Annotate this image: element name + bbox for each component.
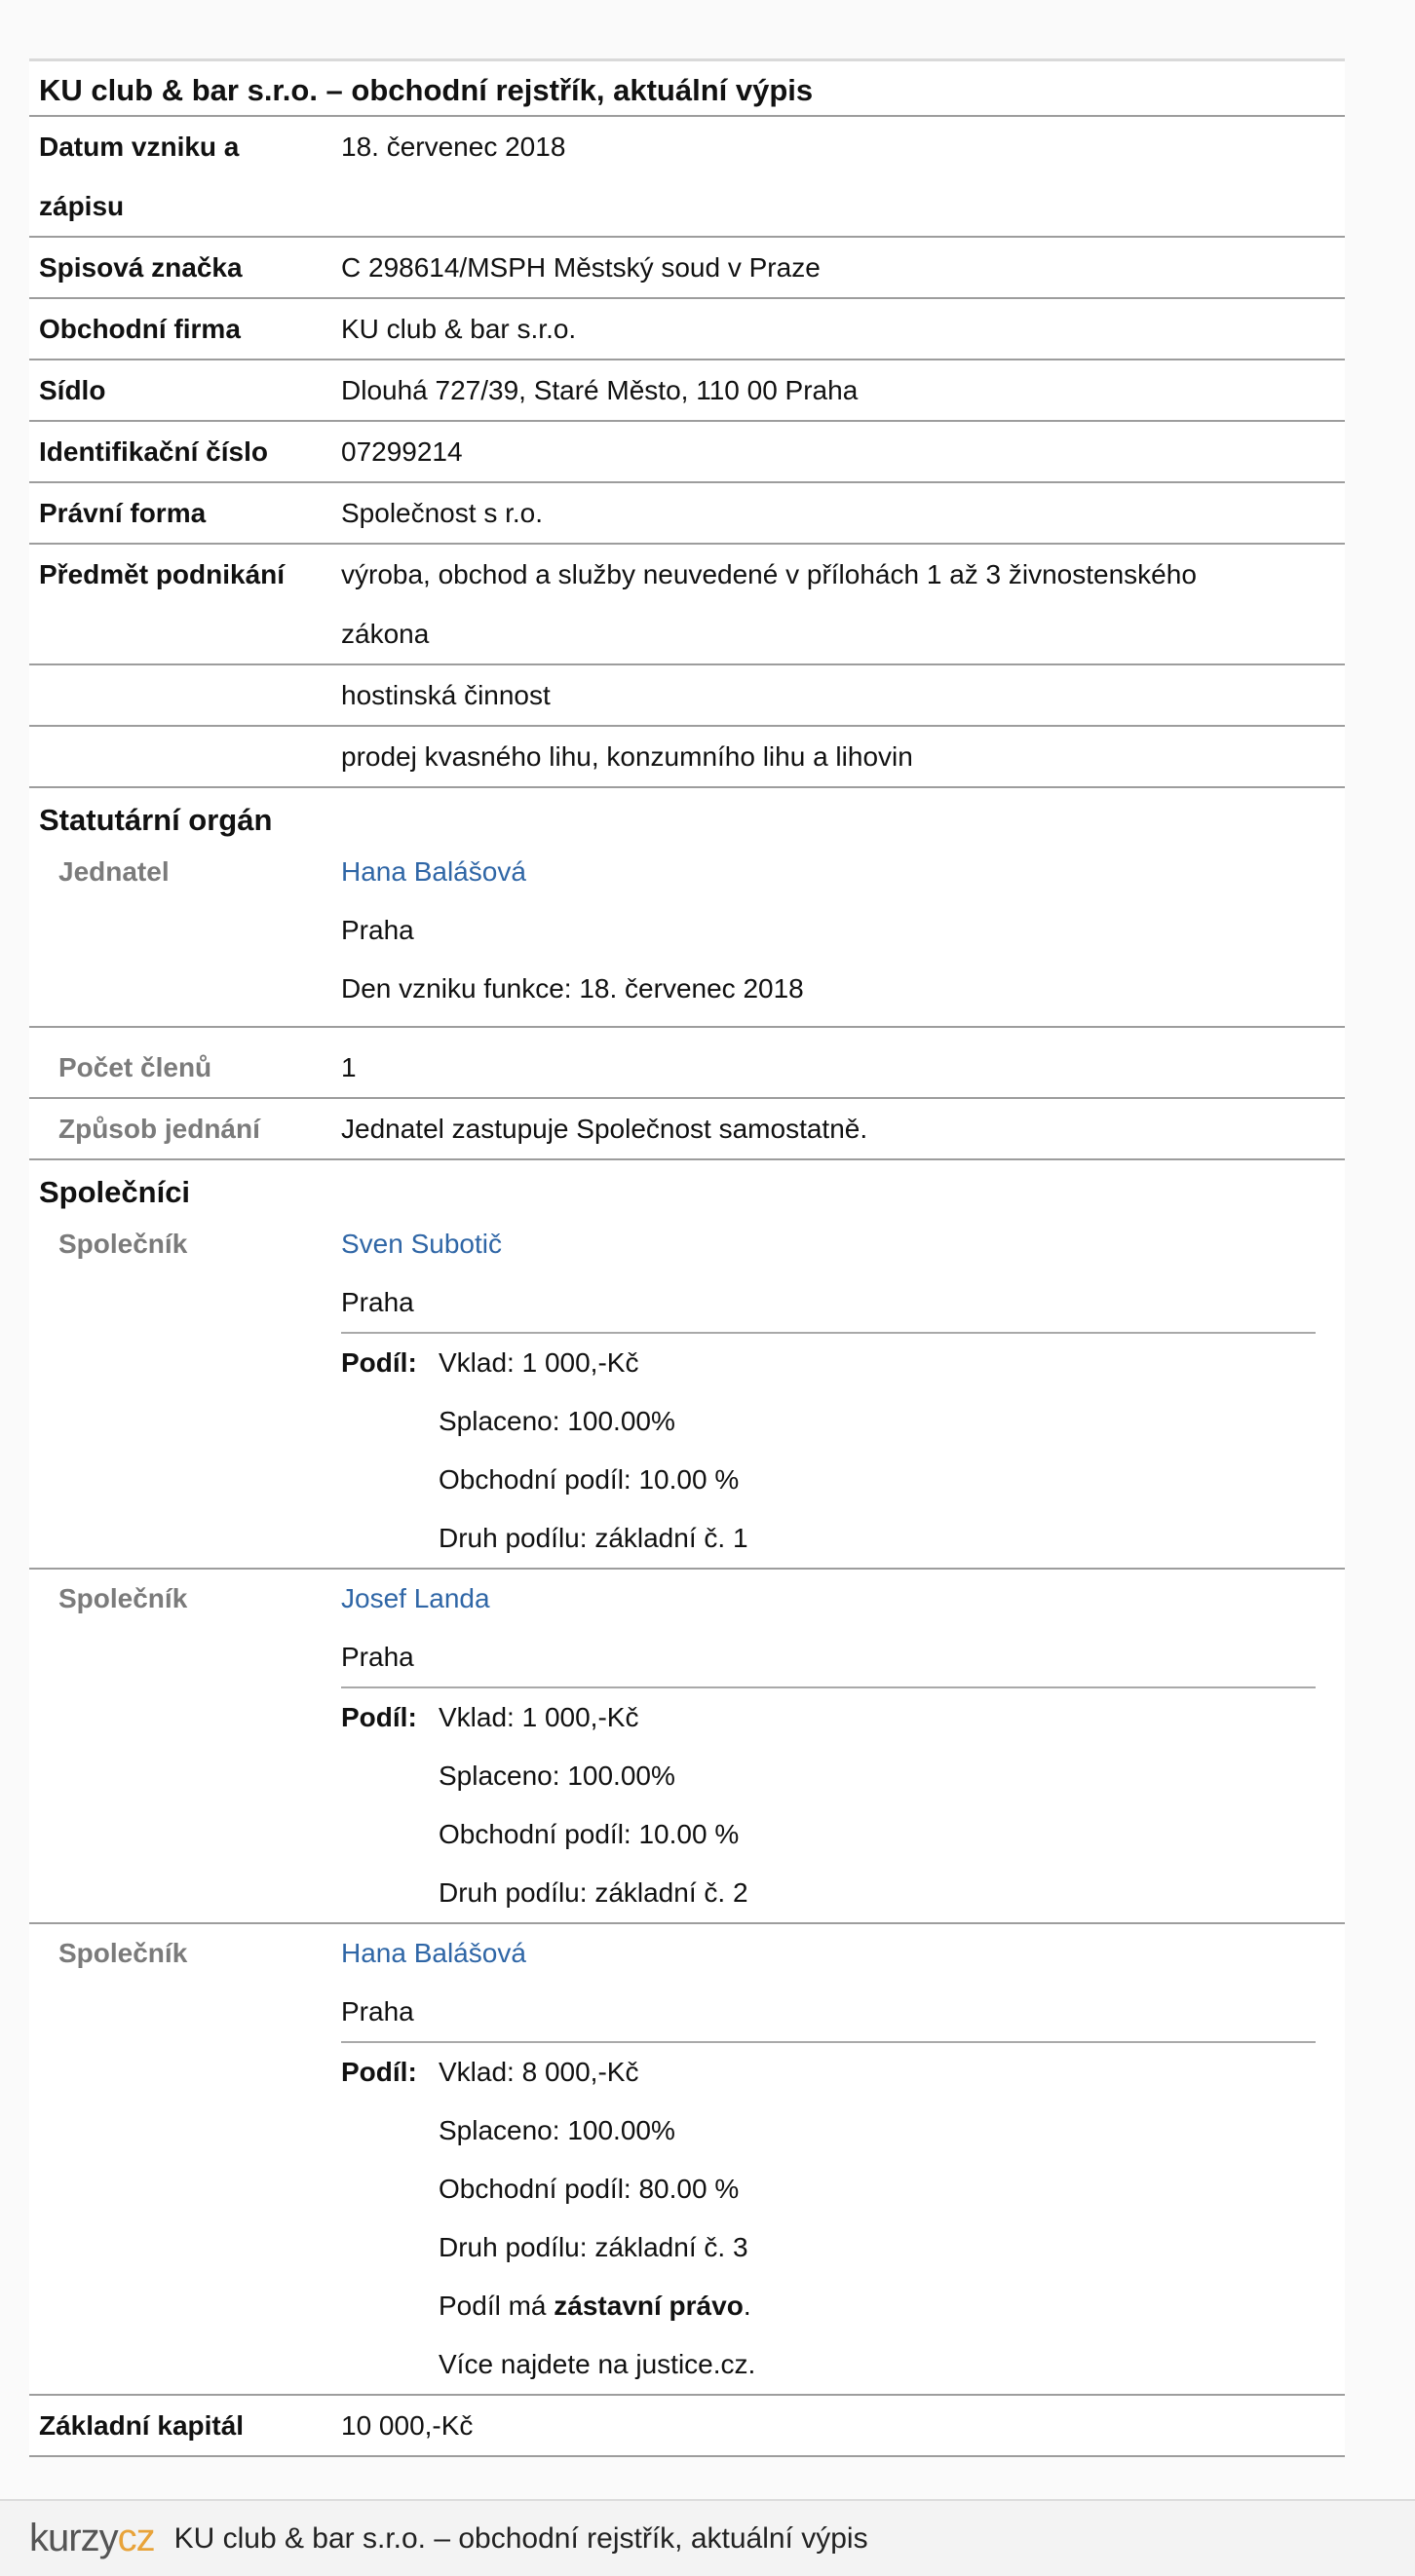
field-label: Právní forma xyxy=(39,498,207,528)
lien-suffix: . xyxy=(743,2291,751,2321)
field-value: C 298614/MSPH Městský soud v Praze xyxy=(341,252,821,283)
field-value: Dlouhá 727/39, Staré Město, 110 00 Praha xyxy=(341,375,859,405)
footer-bar xyxy=(0,2499,1415,2576)
share-label: Podíl: xyxy=(341,1347,417,1378)
field-row-legal-form xyxy=(29,483,1345,545)
share-percentage: Obchodní podíl: 10.00 % xyxy=(439,1464,740,1495)
kurzy-logo[interactable] xyxy=(29,2517,155,2560)
field-label: Identifikační číslo xyxy=(39,436,268,467)
share-kind: Druh podílu: základní č. 1 xyxy=(439,1523,748,1553)
field-value: 18. červenec 2018 xyxy=(341,132,566,162)
field-row-member-count xyxy=(29,1038,1345,1099)
person-link[interactable]: Hana Balášová xyxy=(341,1938,526,1968)
field-row-address xyxy=(29,360,1345,422)
activity-value: hostinská činnost xyxy=(341,680,551,710)
share-block xyxy=(341,2043,1345,2394)
section-heading-partners: Společníci xyxy=(39,1175,191,1209)
activity-row xyxy=(29,665,1345,727)
field-label-cont: zápisu xyxy=(39,191,125,221)
statutory-person xyxy=(29,843,1345,1028)
field-row-acting xyxy=(29,1099,1345,1160)
role-label: Společník xyxy=(58,1229,188,1259)
field-label: Počet členů xyxy=(58,1052,212,1082)
field-value: 10 000,-Kč xyxy=(341,2410,474,2441)
share-kind: Druh podílu: základní č. 2 xyxy=(439,1877,748,1908)
share-deposit: Vklad: 8 000,-Kč xyxy=(439,2057,639,2087)
field-label: Obchodní firma xyxy=(39,314,241,344)
field-row-capital xyxy=(29,2396,1345,2457)
share-block xyxy=(341,1334,1345,1568)
share-block xyxy=(341,1688,1345,1922)
role-label: Jednatel xyxy=(58,856,170,887)
field-label: Předmět podnikání xyxy=(39,559,286,589)
field-row-business-activity xyxy=(29,545,1345,665)
share-paid: Splaceno: 100.00% xyxy=(439,1406,675,1436)
field-row-file-number xyxy=(29,238,1345,299)
person-since: Den vzniku funkce: 18. červenec 2018 xyxy=(341,973,804,1004)
share-deposit: Vklad: 1 000,-Kč xyxy=(439,1702,639,1732)
lien-note xyxy=(439,2277,755,2335)
field-label: Základní kapitál xyxy=(39,2410,245,2441)
field-row-ico xyxy=(29,422,1345,483)
share-label: Podíl: xyxy=(341,1702,417,1732)
role-label: Společník xyxy=(58,1938,188,1968)
field-value: 1 xyxy=(341,1052,357,1082)
person-city: Praha xyxy=(341,1642,414,1672)
share-percentage: Obchodní podíl: 80.00 % xyxy=(439,2174,740,2204)
section-heading-statutory: Statutární orgán xyxy=(39,803,273,837)
share-paid: Splaceno: 100.00% xyxy=(439,1761,675,1791)
share-deposit: Vklad: 1 000,-Kč xyxy=(439,1347,639,1378)
person-link[interactable]: Hana Balášová xyxy=(341,856,526,887)
person-city: Praha xyxy=(341,1996,414,2027)
logo-part-cz: cz xyxy=(117,2517,155,2559)
footer-title: KU club & bar s.r.o. – obchodní rejstřík, aktuální výpis xyxy=(173,2521,868,2555)
activity-row xyxy=(29,727,1345,788)
activity-value: prodej kvasného lihu, konzumního lihu a lihovin xyxy=(341,741,913,772)
share-percentage: Obchodní podíl: 10.00 % xyxy=(439,1819,740,1849)
field-value: 07299214 xyxy=(341,436,463,467)
field-row-founded xyxy=(29,115,1345,238)
page-title: KU club & bar s.r.o. – obchodní rejstřík, aktuální výpis xyxy=(39,73,814,107)
share-kind: Druh podílu: základní č. 3 xyxy=(439,2232,748,2262)
person-city: Praha xyxy=(341,1287,414,1317)
field-row-company-name xyxy=(29,299,1345,360)
field-label: Sídlo xyxy=(39,375,106,405)
role-label: Společník xyxy=(58,1583,188,1613)
partner-entry xyxy=(29,1570,1345,1924)
field-label: Způsob jednání xyxy=(58,1114,260,1144)
field-label: Spisová značka xyxy=(39,252,243,283)
lien-bold: zástavní právo xyxy=(554,2291,744,2321)
partner-entry xyxy=(29,1924,1345,2396)
field-label: Datum vzniku a xyxy=(39,132,240,162)
share-paid: Splaceno: 100.00% xyxy=(439,2115,675,2145)
person-link[interactable]: Sven Subotič xyxy=(341,1229,502,1259)
field-value-cont: zákona xyxy=(341,619,430,649)
logo-part-kurzy: kurzy xyxy=(29,2517,118,2559)
lien-prefix: Podíl má xyxy=(439,2291,555,2321)
company-extract-card xyxy=(29,58,1345,2457)
person-link[interactable]: Josef Landa xyxy=(341,1583,490,1613)
partner-entry xyxy=(29,1215,1345,1570)
field-value: výroba, obchod a služby neuvedené v přílohách 1 až 3 živnostenského xyxy=(341,559,1197,589)
field-value: Jednatel zastupuje Společnost samostatně. xyxy=(341,1114,868,1144)
share-label: Podíl: xyxy=(341,2057,417,2087)
person-city: Praha xyxy=(341,915,414,945)
field-value: KU club & bar s.r.o. xyxy=(341,314,577,344)
field-value: Společnost s r.o. xyxy=(341,498,544,528)
more-info-note: Více najdete na justice.cz. xyxy=(439,2349,756,2379)
